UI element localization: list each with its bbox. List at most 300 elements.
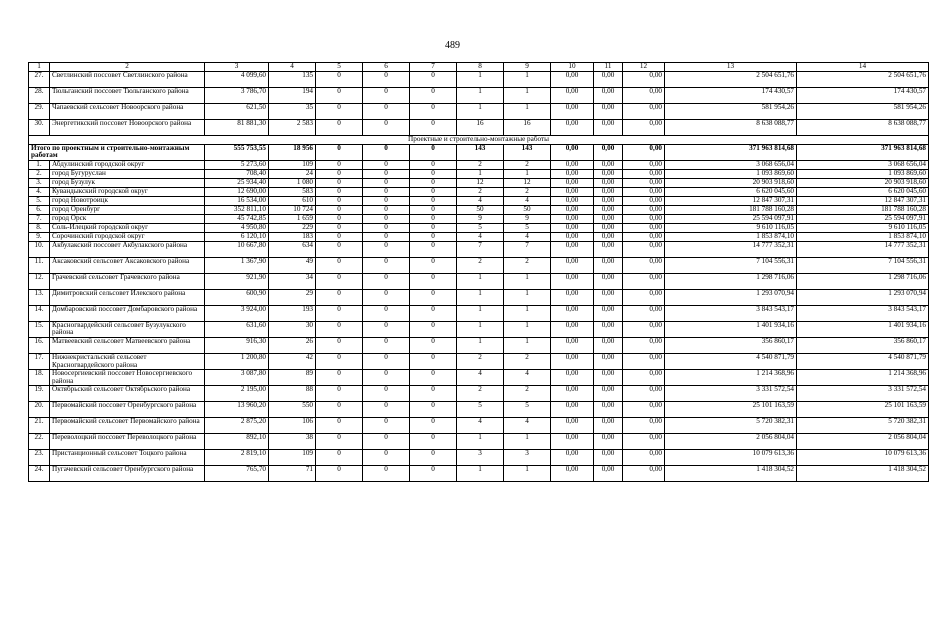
row-name: Пугачевский сельсовет Оренбургского района [50,466,205,482]
row-value: 16 [457,119,504,135]
row-value: 0,00 [594,196,623,205]
row-value: 0 [410,71,457,87]
row-value: 0,00 [551,353,594,369]
row-value: 25 934,40 [205,178,269,187]
row-value: 0,00 [594,71,623,87]
row-value: 1 200,80 [205,353,269,369]
row-value: 3 068 656,04 [665,160,797,169]
row-value: 109 [269,450,316,466]
row-value: 0,00 [551,178,594,187]
row-value: 3 331 572,54 [665,386,797,402]
table-row [29,434,929,450]
column-header: 3 [205,63,269,72]
row-name: город Бузулук [50,178,205,187]
row-number: 30. [29,119,50,135]
row-value: 25 101 163,59 [797,402,929,418]
row-value: 0,00 [594,214,623,223]
row-value: 0,00 [594,103,623,119]
row-value: 0 [316,241,363,257]
row-value: 0 [363,205,410,214]
table-row [29,205,929,214]
row-value: 0 [316,232,363,241]
row-value: 0,00 [594,402,623,418]
row-value: 0,00 [594,205,623,214]
row-value: 0,00 [551,87,594,103]
row-value: 0,00 [594,353,623,369]
row-value: 1 [457,169,504,178]
table-body [29,63,929,482]
row-value: 1 [457,103,504,119]
row-value: 0 [316,119,363,135]
row-value: 4 [504,370,551,386]
row-value: 0 [410,337,457,353]
row-value: 2 583 [269,119,316,135]
row-value: 0 [410,196,457,205]
row-value: 0,00 [551,232,594,241]
table-row [29,289,929,305]
row-value: 0,00 [623,257,665,273]
total-value: 143 [457,144,504,160]
row-value: 50 [457,205,504,214]
row-value: 0 [363,241,410,257]
row-value: 0 [363,169,410,178]
row-value: 0,00 [594,337,623,353]
row-value: 1 [504,169,551,178]
row-value: 0 [410,187,457,196]
row-value: 0,00 [623,402,665,418]
row-value: 0,00 [551,289,594,305]
row-value: 0 [363,119,410,135]
row-name: Первомайский поссовет Оренбургского района [50,402,205,418]
row-value: 0 [316,434,363,450]
row-number: 8. [29,223,50,232]
row-value: 174 430,57 [797,87,929,103]
row-name: Тюльганский поссовет Тюльганского района [50,87,205,103]
row-value: 0,00 [623,232,665,241]
row-value: 0,00 [551,196,594,205]
row-value: 10 667,80 [205,241,269,257]
row-number: 9. [29,232,50,241]
row-value: 0,00 [551,321,594,337]
column-header: 9 [504,63,551,72]
row-value: 0,00 [551,119,594,135]
row-value: 634 [269,241,316,257]
row-value: 0 [410,450,457,466]
row-value: 5 [457,402,504,418]
row-value: 3 087,80 [205,370,269,386]
row-value: 6 620 045,60 [665,187,797,196]
row-number: 5. [29,196,50,205]
row-value: 0,00 [594,178,623,187]
row-value: 7 104 556,31 [665,257,797,273]
row-value: 0 [316,178,363,187]
row-value: 7 [504,241,551,257]
row-value: 2 875,20 [205,418,269,434]
row-value: 5 720 382,31 [665,418,797,434]
row-name: Энергетикский поссовет Новоорского района [50,119,205,135]
row-value: 0 [410,305,457,321]
row-name: город Новотроицк [50,196,205,205]
row-value: 0 [316,103,363,119]
table-row [29,386,929,402]
row-value: 0,00 [551,214,594,223]
row-number: 28. [29,87,50,103]
row-number: 18. [29,370,50,386]
row-value: 71 [269,466,316,482]
row-value: 24 [269,169,316,178]
row-value: 550 [269,402,316,418]
row-value: 29 [269,289,316,305]
row-value: 0 [363,273,410,289]
table-row [29,232,929,241]
row-name: Аксаковский сельсовет Аксаковского района [50,257,205,273]
total-value: 371 963 814,68 [665,144,797,160]
row-value: 9 610 116,05 [665,223,797,232]
row-value: 16 [504,119,551,135]
row-value: 0 [410,103,457,119]
row-value: 1 093 869,60 [797,169,929,178]
row-number: 10. [29,241,50,257]
row-value: 2 [504,353,551,369]
column-header: 6 [363,63,410,72]
row-number: 23. [29,450,50,466]
row-name: Димитровский сельсовет Илекского района [50,289,205,305]
row-value: 26 [269,337,316,353]
total-row [29,144,929,160]
row-value: 0,00 [623,241,665,257]
row-value: 12 [457,178,504,187]
row-value: 0,00 [551,466,594,482]
row-value: 0 [316,305,363,321]
column-header: 13 [665,63,797,72]
row-value: 30 [269,321,316,337]
row-value: 0 [316,370,363,386]
row-value: 4 950,80 [205,223,269,232]
row-number: 14. [29,305,50,321]
row-name: Красногвардейский сельсовет Бузулукского района [50,321,205,337]
column-header: 1 [29,63,50,72]
row-value: 921,90 [205,273,269,289]
row-value: 8 638 088,77 [797,119,929,135]
row-name: Абдулинский городской округ [50,160,205,169]
table-row [29,370,929,386]
row-value: 7 [457,241,504,257]
row-number: 17. [29,353,50,369]
row-value: 0 [316,466,363,482]
row-number: 24. [29,466,50,482]
row-value: 0 [363,232,410,241]
row-value: 0,00 [623,337,665,353]
row-value: 181 788 160,28 [665,205,797,214]
row-value: 2 [457,353,504,369]
table-row [29,273,929,289]
row-value: 1 [457,273,504,289]
row-value: 8 638 088,77 [665,119,797,135]
row-value: 25 594 097,91 [797,214,929,223]
row-value: 0 [363,160,410,169]
row-value: 1 [504,434,551,450]
total-label: Итого по проектным и строительно-монтажным работам [29,144,205,160]
row-value: 4 099,60 [205,71,269,87]
row-value: 0 [363,71,410,87]
row-value: 0,00 [551,257,594,273]
row-value: 194 [269,87,316,103]
row-value: 0 [316,289,363,305]
table-row [29,71,929,87]
row-value: 0 [410,205,457,214]
row-value: 0 [410,370,457,386]
row-value: 0,00 [551,241,594,257]
row-number: 22. [29,434,50,450]
row-value: 0,00 [623,187,665,196]
row-value: 5 273,60 [205,160,269,169]
row-value: 10 079 613,36 [665,450,797,466]
row-value: 0 [363,196,410,205]
row-value: 0 [363,103,410,119]
row-value: 10 079 613,36 [797,450,929,466]
row-value: 0 [316,337,363,353]
row-value: 1 [504,71,551,87]
row-value: 0 [316,160,363,169]
row-value: 4 [457,232,504,241]
row-name: Акбулакский поссовет Акбулакского района [50,241,205,257]
row-value: 4 540 871,79 [797,353,929,369]
column-header: 5 [316,63,363,72]
row-value: 765,70 [205,466,269,482]
row-value: 581 954,26 [665,103,797,119]
row-value: 0,00 [594,450,623,466]
row-value: 0,00 [594,434,623,450]
table-row [29,321,929,337]
row-value: 1 [457,305,504,321]
row-number: 3. [29,178,50,187]
row-value: 50 [504,205,551,214]
row-value: 1 093 869,60 [665,169,797,178]
row-value: 1 418 304,52 [797,466,929,482]
row-name: Соль-Илецкий городской округ [50,223,205,232]
table-row [29,257,929,273]
row-value: 0 [410,418,457,434]
row-value: 583 [269,187,316,196]
row-value: 2 [457,386,504,402]
row-value: 0 [410,321,457,337]
row-value: 2 195,00 [205,386,269,402]
row-number: 7. [29,214,50,223]
row-value: 0 [363,223,410,232]
row-number: 27. [29,71,50,87]
row-value: 14 777 352,31 [797,241,929,257]
row-value: 0,00 [623,119,665,135]
row-value: 1 401 934,16 [665,321,797,337]
row-value: 6 120,10 [205,232,269,241]
row-value: 0,00 [551,160,594,169]
row-value: 0,00 [551,71,594,87]
row-name: Октябрьский сельсовет Октябрьского района [50,386,205,402]
row-value: 0 [316,273,363,289]
row-value: 0 [316,257,363,273]
row-value: 4 [457,370,504,386]
row-value: 0 [316,71,363,87]
row-value: 106 [269,418,316,434]
row-value: 0 [410,434,457,450]
row-value: 0 [316,386,363,402]
row-value: 25 101 163,59 [665,402,797,418]
row-value: 1 [457,87,504,103]
row-value: 0 [363,434,410,450]
row-value: 0,00 [551,434,594,450]
row-value: 0,00 [623,289,665,305]
row-value: 0,00 [594,187,623,196]
row-value: 0 [316,353,363,369]
table-row [29,103,929,119]
row-value: 9 [504,214,551,223]
row-value: 0 [316,187,363,196]
row-value: 0 [363,418,410,434]
row-value: 0,00 [623,418,665,434]
row-name: город Бугуруслан [50,169,205,178]
row-value: 10 724 [269,205,316,214]
row-value: 0 [363,214,410,223]
column-header: 2 [50,63,205,72]
row-number: 29. [29,103,50,119]
row-value: 89 [269,370,316,386]
data-table [28,62,929,482]
row-value: 3 [457,450,504,466]
row-value: 183 [269,232,316,241]
row-value: 229 [269,223,316,232]
row-value: 0,00 [551,418,594,434]
row-value: 1 [504,337,551,353]
row-value: 4 [457,196,504,205]
row-value: 35 [269,103,316,119]
row-number: 11. [29,257,50,273]
row-value: 0,00 [594,241,623,257]
page-number: 489 [445,40,460,51]
row-number: 1. [29,160,50,169]
row-value: 0 [410,289,457,305]
row-value: 1 [457,289,504,305]
row-value: 1 298 716,06 [665,273,797,289]
table-row [29,450,929,466]
row-value: 0,00 [594,169,623,178]
row-value: 1 418 304,52 [665,466,797,482]
table-row [29,160,929,169]
row-value: 0 [316,402,363,418]
row-value: 0,00 [551,305,594,321]
row-value: 0,00 [594,160,623,169]
row-value: 3 068 656,04 [797,160,929,169]
total-value: 0,00 [594,144,623,160]
row-value: 0,00 [623,71,665,87]
row-value: 1 [504,289,551,305]
row-value: 892,10 [205,434,269,450]
table-row [29,337,929,353]
row-value: 0,00 [594,466,623,482]
total-value: 0,00 [551,144,594,160]
row-value: 1 214 368,96 [665,370,797,386]
row-number: 4. [29,187,50,196]
row-value: 109 [269,160,316,169]
row-value: 0,00 [551,337,594,353]
row-value: 0,00 [623,305,665,321]
total-value: 0 [363,144,410,160]
row-value: 2 [504,187,551,196]
row-value: 0,00 [594,223,623,232]
row-value: 352 811,10 [205,205,269,214]
row-value: 2 [457,187,504,196]
row-value: 2 [504,257,551,273]
row-value: 0,00 [594,232,623,241]
row-value: 2 056 804,04 [665,434,797,450]
row-value: 0 [410,402,457,418]
row-value: 0 [410,178,457,187]
row-value: 0,00 [623,386,665,402]
total-value: 0 [410,144,457,160]
row-value: 2 [504,386,551,402]
row-value: 356 860,17 [797,337,929,353]
table-row [29,169,929,178]
row-value: 0 [363,257,410,273]
row-value: 0,00 [623,321,665,337]
row-value: 5 [504,223,551,232]
row-value: 0,00 [623,169,665,178]
row-value: 0,00 [594,87,623,103]
row-value: 0,00 [594,305,623,321]
row-value: 0 [363,337,410,353]
row-name: Светлинский поссовет Светлинского района [50,71,205,87]
row-value: 4 [457,418,504,434]
row-value: 0 [316,450,363,466]
row-value: 0,00 [594,289,623,305]
row-value: 0 [363,386,410,402]
row-value: 0,00 [623,466,665,482]
column-header: 14 [797,63,929,72]
total-value: 0 [316,144,363,160]
row-value: 0 [410,223,457,232]
row-value: 4 540 871,79 [665,353,797,369]
row-value: 0,00 [594,273,623,289]
row-value: 1 659 [269,214,316,223]
row-value: 7 104 556,31 [797,257,929,273]
row-value: 0 [410,214,457,223]
row-value: 356 860,17 [665,337,797,353]
row-value: 13 960,20 [205,402,269,418]
row-value: 0,00 [623,196,665,205]
row-value: 0,00 [623,103,665,119]
row-name: Чапаевский сельсовет Новоорского района [50,103,205,119]
row-value: 0,00 [623,370,665,386]
row-value: 0,00 [594,321,623,337]
row-value: 3 843 543,17 [665,305,797,321]
table-row [29,241,929,257]
row-value: 0,00 [623,434,665,450]
row-value: 25 594 097,91 [665,214,797,223]
row-value: 9 610 116,05 [797,223,929,232]
row-value: 45 742,85 [205,214,269,223]
row-value: 0,00 [551,402,594,418]
table-row [29,223,929,232]
row-value: 3 843 543,17 [797,305,929,321]
row-value: 0 [410,160,457,169]
row-value: 0 [363,450,410,466]
row-value: 0 [363,353,410,369]
row-value: 1 367,90 [205,257,269,273]
row-value: 20 903 918,60 [665,178,797,187]
table-row [29,187,929,196]
row-value: 2 819,10 [205,450,269,466]
row-value: 3 924,00 [205,305,269,321]
table-row [29,466,929,482]
